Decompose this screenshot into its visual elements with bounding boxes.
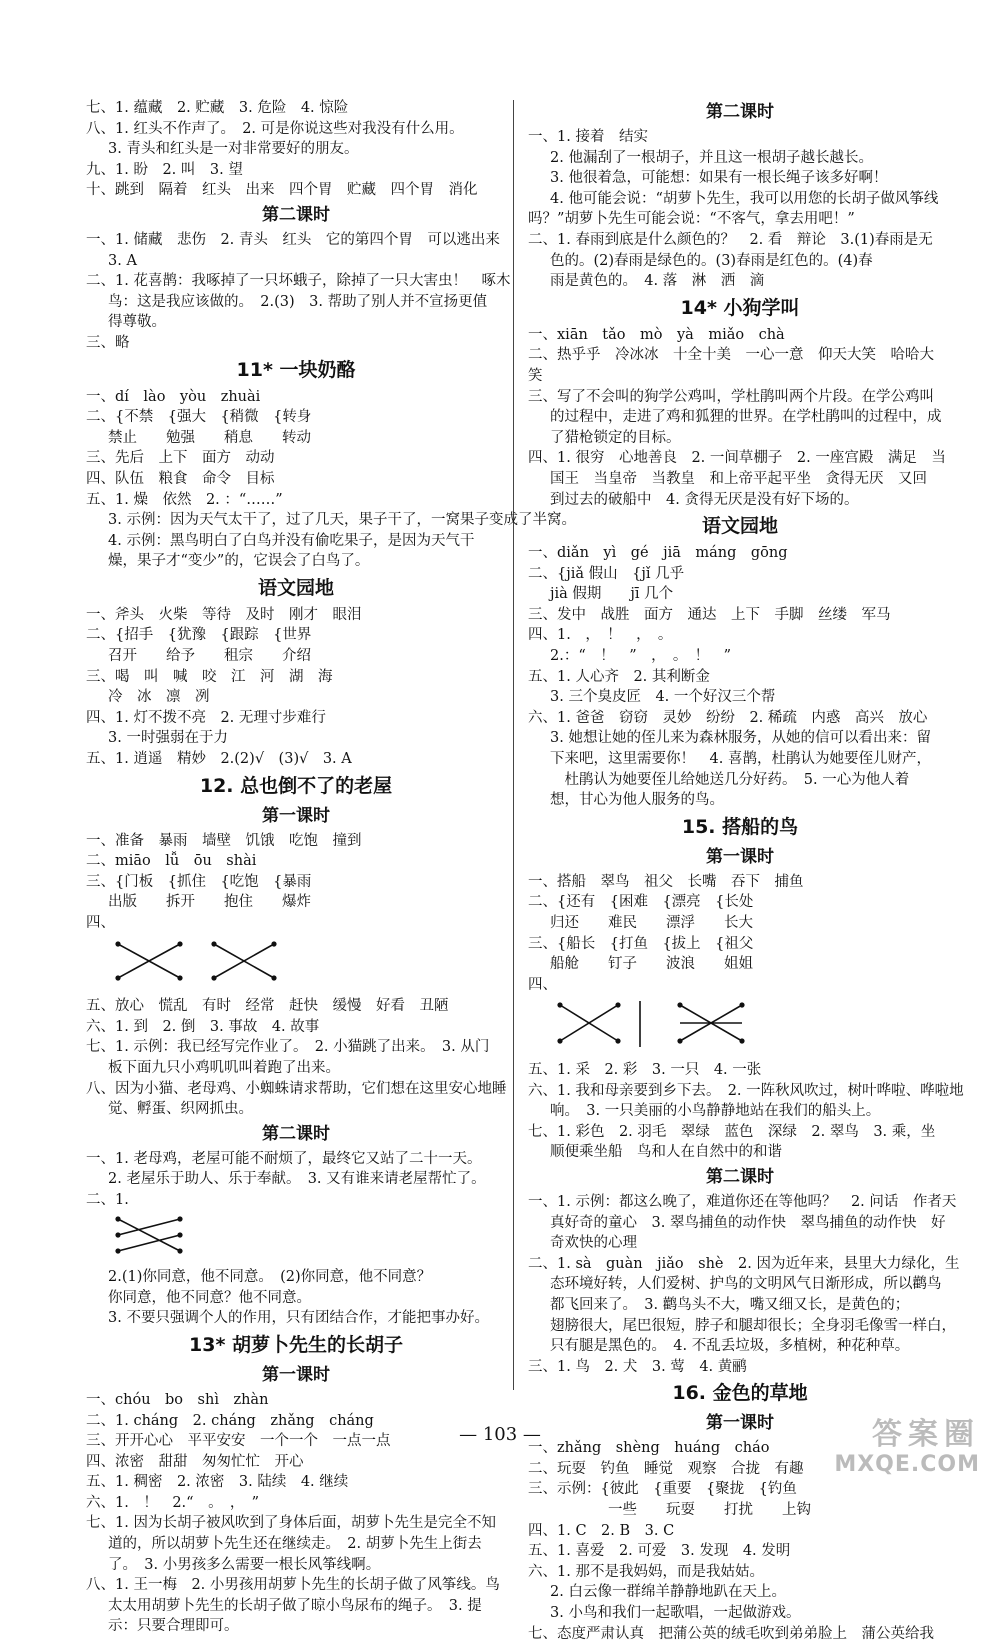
answer-line: 二、1. cháng 2. cháng zhǎng cháng	[86, 1412, 374, 1429]
answer-line: 3. A	[108, 252, 137, 269]
answer-line: 顺便乘坐船 鸟和人在自然中的和谐	[550, 1144, 782, 1161]
answer-line: 一、diǎn yì gé jiā máng gōng	[528, 545, 788, 562]
answer-line: 三、喝 叫 喊 咬 江 河 湖 海	[86, 668, 333, 685]
answer-line: 六、1. 我和母亲要到乡下去。 2. 一阵秋风吹过，树叶哗啦、哗啦地	[528, 1082, 964, 1099]
answer-line: 得尊敬。	[108, 314, 166, 331]
answer-line: 三、1. 鸟 2. 犬 3. 莺 4. 黄鹂	[528, 1358, 747, 1375]
column-divider	[513, 100, 514, 1390]
answer-line: 二、{不禁 {强大 {稍微 {转身	[86, 409, 312, 426]
answer-line: 杜鹃认为她要侄儿给她送几分好药。 5. 一心为他人着	[550, 771, 910, 788]
left-column	[86, 98, 576, 1637]
answer-line: 一、xiān tǎo mò yà miǎo chà	[528, 326, 785, 343]
answer-line: 四、队伍 粮食 命令 目标	[86, 470, 275, 487]
answer-line: 二、玩耍 钓鱼 睡觉 观察 合拢 有趣	[528, 1460, 804, 1477]
answer-line: 禁止 勉强 稍息 转动	[108, 429, 311, 446]
answer-line: 只有腿是黑色的。 4. 不乱丢垃圾，多植树，种花种草。	[550, 1338, 910, 1355]
answer-line: 四、1. 灯不拨不亮 2. 无理寸步难行	[86, 709, 326, 726]
answer-line: 八、1. 王一梅 2. 小男孩用胡萝卜先生的长胡子做了风筝线。鸟	[86, 1577, 500, 1594]
matching-lines-diagram	[114, 936, 506, 995]
answer-line: 的过程中，走进了鸡和狐狸的世界。在学杜鹃叫的过程中，成	[550, 409, 942, 426]
answer-line: 3. 示例：因为天气太干了，过了几天，果子干了，一窝果子变成了半窝。	[108, 512, 576, 529]
section-heading: 第二课时	[706, 102, 774, 122]
answer-line: 七、1. 因为长胡子被风吹到了身体后面，胡萝卜先生是完全不知	[86, 1515, 496, 1532]
answer-line: 四、浓密 甜甜 匆匆忙忙 开心	[86, 1453, 304, 1470]
answer-line: 吗？”胡萝卜先生可能会说：“不客气，拿去用吧！”	[528, 211, 855, 228]
answer-line: 一、1. 储藏 悲伤 2. 青头 红头 它的第四个胃 可以逃出来	[86, 231, 500, 248]
answer-line: 三、{船长 {打鱼 {拔上 {祖父	[528, 935, 754, 952]
answer-line: 六、1. 那不是我妈妈，而是我姑姑。	[528, 1563, 764, 1580]
right-column	[528, 98, 964, 1644]
answer-line: 四、	[86, 915, 115, 931]
answer-line: 二、1. sà guàn jiǎo shè 2. 因为近年来，县里大力绿化，生	[528, 1255, 960, 1272]
lesson-title: 16. 金色的草地	[672, 1382, 808, 1405]
page-number-value: 103	[482, 1424, 518, 1445]
answer-line: 二、热乎乎 冷冰冰 十全十美 一心一意 仰天大笑 哈哈大	[528, 347, 934, 364]
answer-line: 示：只要合理即可。	[108, 1618, 239, 1635]
answer-line: 五、1. 稠密 2. 浓密 3. 陆续 4. 继续	[86, 1474, 349, 1491]
section-heading: 第一课时	[262, 805, 330, 826]
answer-line: 4. 示例：黑鸟明白了白鸟并没有偷吃果子，是因为天气干	[108, 532, 475, 549]
section-heading: 第一课时	[262, 1364, 330, 1385]
answer-line: 二、1. 花喜鹊：我啄掉了一只坏蛾子，除掉了一只大害虫！ 啄木	[86, 273, 511, 290]
answer-line: 一、搭船 翠鸟 祖父 长嘴 吞下 捕鱼	[528, 873, 804, 890]
answer-line: 五、1. 燥 依然 2. ：“……”	[86, 491, 283, 508]
answer-line: 三、发中 战胜 面方 通达 上下 手脚 丝缕 军马	[528, 606, 891, 623]
answer-line: 觉、孵蛋、织网抓虫。	[108, 1101, 253, 1118]
answer-line: 太太用胡萝卜先生的长胡子做了晾小鸟尿布的绳子。 3. 提	[108, 1597, 482, 1614]
watermark-top-text: 答案圈	[872, 1417, 980, 1452]
answer-line: 板下面九只小鸡叽叽叫着跑了出来。	[108, 1059, 340, 1076]
answer-line: 九、1. 盼 2. 叫 3. 望	[86, 161, 243, 178]
answer-line: 真好奇的童心 3. 翠鸟捕鱼的动作快 翠鸟捕鱼的动作快 好	[550, 1214, 946, 1231]
answer-line: 一、1. 老母鸡，老屋可能不耐烦了，最终它又站了二十一天。	[86, 1150, 482, 1167]
lesson-title: 14* 小狗学叫	[680, 296, 800, 319]
answer-line: 3. 他很着急，可能想：如果有一根长绳子该多好啊！	[550, 170, 888, 187]
lesson-title: 语文园地	[701, 515, 778, 538]
answer-line: 一、准备 暴雨 墙壁 饥饿 吃饱 撞到	[86, 832, 362, 849]
answer-line: 4. 他可能会说：“胡萝卜先生，我可以用您的长胡子做风筝线	[550, 190, 939, 207]
answer-line: 四、1. C 2. B 3. C	[528, 1522, 675, 1539]
answer-line: 一、chóu bo shì zhàn	[86, 1391, 269, 1408]
answer-line: 八、因为小猫、老母鸡、小蜘蛛请求帮助，它们想在这里安心地睡	[86, 1080, 507, 1097]
answer-line: 三、略	[86, 334, 130, 351]
answer-line: 五、放心 慌乱 有时 经常 赶快 缓慢 好看 丑陋	[86, 998, 449, 1015]
answer-line: 冷 冰 凛 冽	[108, 689, 210, 706]
answer-line: 3. 青头和红头是一对非常要好的朋友。	[108, 141, 359, 158]
section-heading: 第一课时	[706, 1413, 774, 1434]
answer-line: 态环境好转，人们爱树、护鸟的文明风气日渐形成，所以鹳鸟	[550, 1276, 942, 1293]
matching-lines-diagram	[556, 997, 952, 1058]
answer-line: 色的。(2)春雨是绿色的。(3)春雨是红色的。(4)春	[550, 252, 873, 269]
answer-line: 八、1. 红头不作声了。 2. 可是你说这些对我没有什么用。	[86, 120, 464, 137]
answer-line: 二、{招手 {犹豫 {跟踪 {世界	[86, 627, 312, 644]
answer-line: 一、zhǎng shèng huáng cháo	[528, 1440, 770, 1457]
answer-line: 2.：“ ！ ” ， 。 ！ ”	[550, 648, 732, 665]
answer-line: 奇欢快的心理	[550, 1235, 637, 1252]
section-heading: 第一课时	[706, 846, 774, 867]
answer-line: 一些 玩耍 打扰 上钩	[550, 1502, 811, 1519]
answer-line: 四、1. 很穷 心地善良 2. 一间草棚子 2. 一座宫殿 满足 当	[528, 450, 946, 467]
lesson-title: 语文园地	[257, 576, 334, 599]
section-heading: 第二课时	[262, 204, 330, 225]
answer-line: 一、斧头 火柴 等待 及时 刚才 眼泪	[86, 606, 362, 623]
watermark-bottom-text: MXQE.COM	[834, 1452, 980, 1477]
answer-line: 3. 小鸟和我们一起歌唱，一起做游戏。	[550, 1605, 801, 1622]
answer-line: 五、1. 逍遥 精妙 2.(2)√ (3)√ 3. A	[86, 751, 352, 768]
answer-line: 五、1. 采 2. 彩 3. 一只 4. 一张	[528, 1061, 762, 1078]
answer-line: 五、1. 人心齐 2. 其利断金	[528, 668, 710, 685]
answer-line: 归还 难民 漂浮 长大	[550, 915, 753, 931]
answer-line: 3. 不要只强调个人的作用，只有团结合作，才能把事办好。	[108, 1310, 489, 1327]
answer-line: 3. 一时强弱在于力	[108, 730, 228, 747]
lesson-title: 12. 总也倒不了的老屋	[199, 774, 393, 797]
watermark-logo	[810, 1418, 980, 1482]
answer-line: 二、miāo lǚ ōu shài	[86, 853, 257, 870]
answer-line: 一、1. 接着 结实	[528, 129, 648, 145]
answer-line: 3. 她想让她的侄儿来为森林服务，从她的信可以看出来：留	[550, 730, 931, 747]
answer-line: 召开 给予 租宗 介绍	[108, 648, 311, 665]
lesson-title: 13* 胡萝卜先生的长胡子	[189, 1333, 403, 1356]
answer-line: 雨是黄色的。 4. 落 淋 洒 滴	[550, 273, 765, 290]
answer-line: 响。 3. 一只美丽的小鸟静静地站在我们的船头上。	[550, 1103, 881, 1120]
answer-line: 鸟：这是我应该做的。 2.(3) 3. 帮助了别人并不宣扬更值	[108, 293, 488, 310]
answer-line: 七、1. 示例：我已经写完作业了。 2. 小猫跳了出来。 3. 从门	[86, 1039, 490, 1056]
answer-line: jià 假期 jī 几个	[550, 586, 674, 603]
answer-line: 四、1. ， ！ ， 。	[528, 627, 673, 644]
answer-line: 一、dí lào yòu zhuài	[86, 388, 261, 405]
matching-lines-diagram	[114, 1213, 506, 1266]
answer-line: 国王 当皇帝 当教皇 和上帝平起平坐 贪得无厌 又回	[550, 470, 927, 487]
answer-line: 到过去的破船中 4. 贪得无厌是没有好下场的。	[550, 491, 859, 508]
answer-line: 二、{还有 {困难 {漂亮 {长处	[528, 894, 754, 911]
answer-line: 六、1. 爸爸 窃窃 灵妙 纷纷 2. 稀疏 内惑 高兴 放心	[528, 709, 928, 726]
answer-line: 都飞回来了。 3. 鹳鸟头不大，嘴又细又长，是黄色的；	[550, 1296, 910, 1313]
answer-line: 2. 老屋乐于助人、乐于奉献。 3. 又有谁来请老屋帮忙了。	[108, 1171, 486, 1188]
answer-line: 2. 他漏刮了一根胡子，并且这一根胡子越长越长。	[550, 149, 873, 166]
answer-line: 船舱 钉子 波浪 姐姐	[550, 956, 753, 973]
answer-line: 一、1. 示例：都这么晚了，难道你还在等他吗？ 2. 问话 作者天	[528, 1193, 957, 1210]
lesson-title: 11* 一块奶酪	[236, 358, 356, 381]
answer-line: 二、{jiǎ 假山 {jǐ 几乎	[528, 565, 685, 582]
answer-line: 2. 白云像一群绵羊静静地趴在天上。	[550, 1584, 786, 1601]
answer-line: 四、	[528, 976, 557, 993]
answer-line: 二、1. 春雨到底是什么颜色的？ 2. 看 辩论 3.(1)春雨是无	[528, 231, 933, 248]
answer-line: 三、示例：{彼此 {重要 {聚拢 {钓鱼	[528, 1481, 797, 1498]
answer-line: 想，甘心为他人服务的鸟。	[550, 792, 724, 809]
answer-line: 十、跳到 隔着 红头 出来 四个胃 贮藏 四个胃 消化	[86, 182, 478, 199]
answer-line: 下来吧，这里需要你！ 4. 喜鹊，杜鹃认为她要侄儿财产，	[550, 751, 931, 768]
answer-line: 二、1.	[86, 1191, 129, 1208]
answer-line: 了。 3. 小男孩多么需要一根长风筝线啊。	[108, 1556, 381, 1573]
answer-line: 七、1. 彩色 2. 羽毛 翠绿 蓝色 深绿 2. 翠鸟 3. 乘，坐	[528, 1123, 936, 1140]
answer-line: 三、{门板 {抓住 {吃饱 {暴雨	[86, 873, 312, 890]
answer-line: 三、开开心心 平平安安 一个一个 一点一点	[86, 1433, 391, 1450]
answer-line: 六、1. 到 2. 倒 3. 事故 4. 故事	[86, 1018, 320, 1035]
answer-line: 出版 拆开 抱住 爆炸	[108, 894, 311, 911]
answer-line: 翅膀很大，尾巴很短，脖子和腿却很长；全身羽毛像雪一样白，	[550, 1317, 956, 1334]
answer-line: 五、1. 喜爱 2. 可爱 3. 发现 4. 发明	[528, 1543, 791, 1560]
page-number: — 103 —	[459, 1424, 541, 1445]
answer-line: 笑	[528, 367, 543, 384]
answer-line: 燥，果子才“变少”的，它误会了白鸟了。	[108, 553, 370, 570]
lesson-title: 15. 搭船的鸟	[681, 815, 799, 838]
answer-line: 六、1. ！ 2.“ 。 ， ”	[86, 1494, 259, 1511]
answer-line: 2.(1)你同意，他不同意。 (2)你同意，他不同意？	[108, 1269, 432, 1286]
answer-line: 三、写了不会叫的狗学公鸡叫，学杜鹃叫两个片段。在学公鸡叫	[528, 388, 934, 405]
answer-line: 3. 三个臭皮匠 4. 一个好汉三个帮	[550, 689, 776, 706]
answer-line: 七、1. 蕴藏 2. 贮藏 3. 危险 4. 惊险	[86, 100, 349, 116]
answer-line: 三、先后 上下 面方 动动	[86, 450, 275, 467]
answer-line: 你同意，他不同意？他不同意。	[108, 1289, 311, 1306]
section-heading: 第二课时	[262, 1123, 330, 1144]
answer-line: 道的，所以胡萝卜先生还在继续走。 2. 胡萝卜先生上街去	[108, 1536, 482, 1553]
answer-line: 七、态度严肃认真 把蒲公英的绒毛吹到弟弟脸上 蒲公英给我	[528, 1625, 934, 1642]
section-heading: 第二课时	[706, 1166, 774, 1187]
answer-line: 了猎枪锁定的目标。	[550, 429, 681, 446]
